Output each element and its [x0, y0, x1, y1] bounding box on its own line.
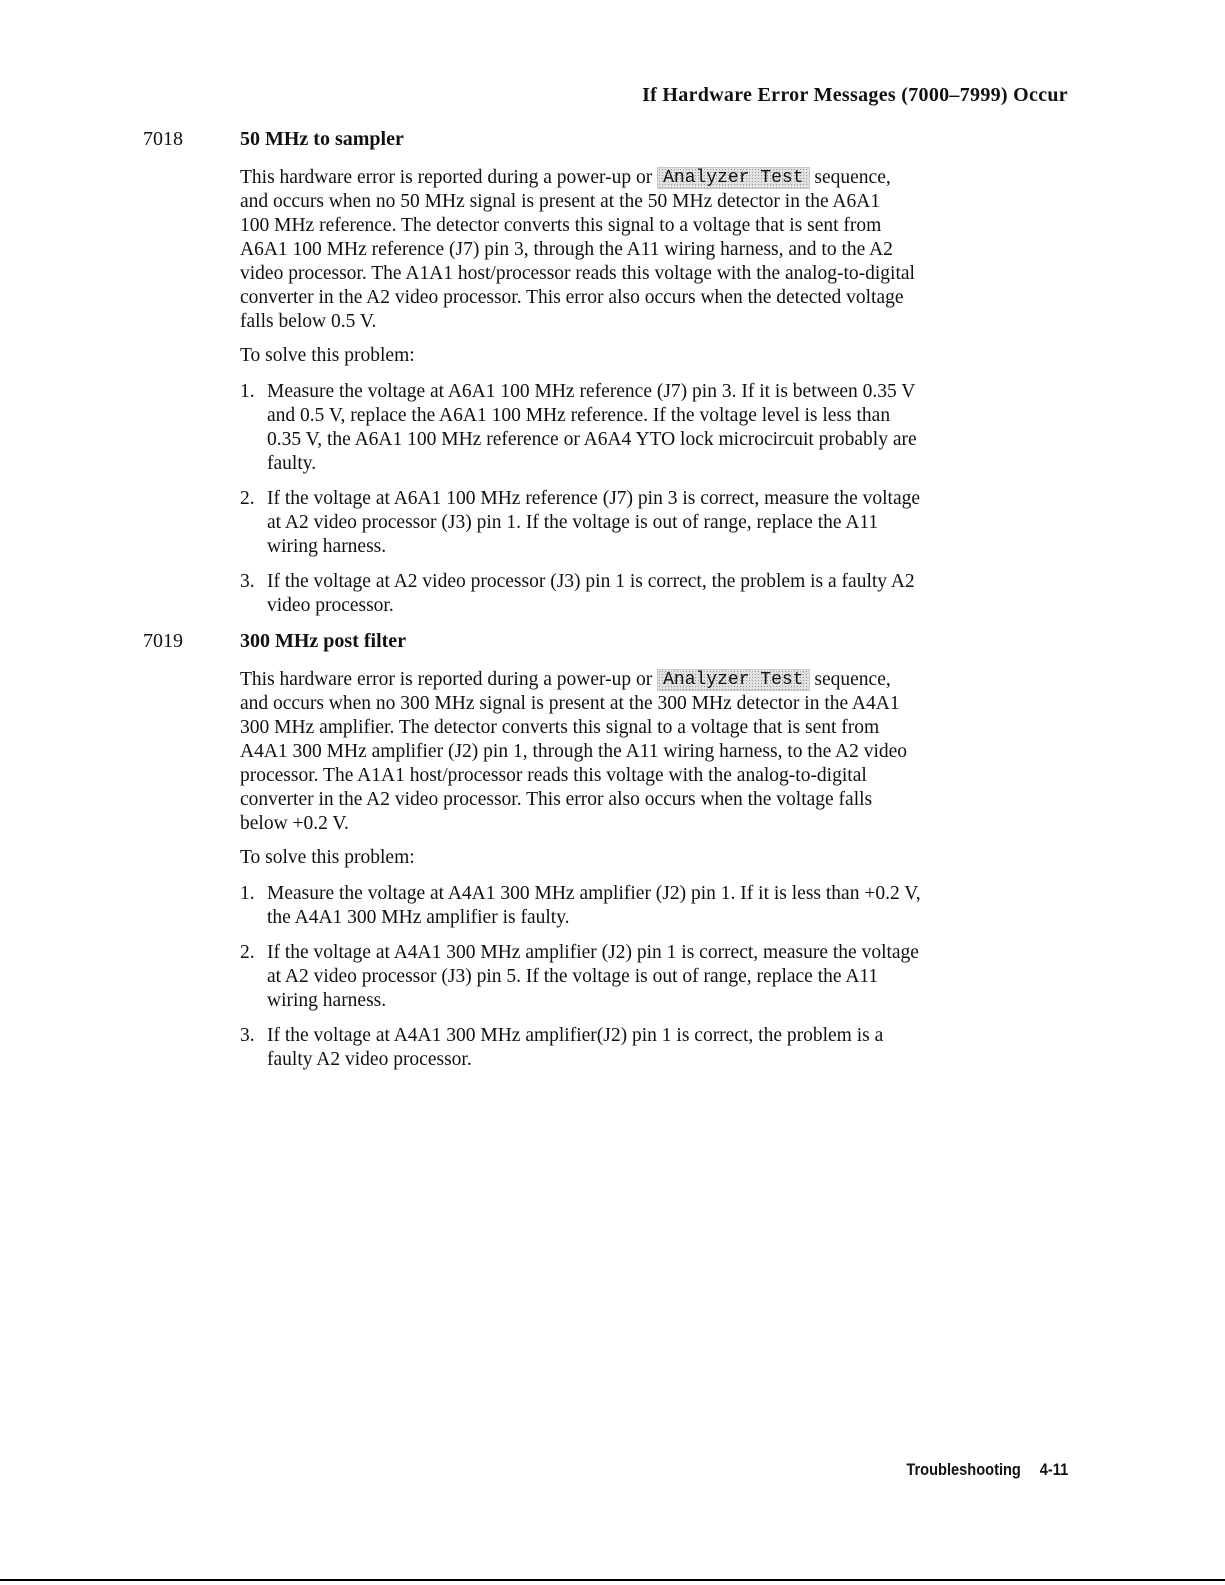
analyzer-test-softkey: Analyzer Test	[657, 669, 809, 691]
step-line: video processor.	[267, 595, 394, 616]
step-line: and 0.5 V, replace the A6A1 100 MHz reference. If the voltage level is less than	[267, 405, 891, 426]
footer-chapter: Troubleshooting	[906, 1460, 1021, 1479]
error-description-7019	[240, 668, 1065, 836]
solve-intro-text: To solve this problem:	[240, 345, 415, 366]
description-text: sequence,	[814, 167, 891, 188]
running-head: If Hardware Error Messages (7000–7999) Occur	[642, 84, 1068, 106]
page-footer	[906, 1460, 1068, 1480]
step-line: Measure the voltage at A6A1 100 MHz reference (J7) pin 3. If it is between 0.35 V	[267, 381, 916, 402]
step-line: at A2 video processor (J3) pin 5. If the voltage is out of range, replace the A11	[267, 966, 879, 987]
step-line: wiring harness.	[267, 536, 387, 557]
description-line: A6A1 100 MHz reference (J7) pin 3, through the A11 wiring harness, and to the A2	[240, 239, 893, 260]
error-title: 50 MHz to sampler	[240, 128, 404, 150]
step-line: wiring harness.	[267, 990, 387, 1011]
step-number: 2.	[240, 942, 255, 963]
step-number: 1.	[240, 883, 255, 904]
footer-page-number: 4-11	[1039, 1460, 1068, 1479]
solve-intro-text: To solve this problem:	[240, 847, 415, 868]
step-line: If the voltage at A6A1 100 MHz reference (J7) pin 3 is correct, measure the voltage	[267, 488, 921, 509]
description-first-line	[240, 166, 1065, 190]
description-line: 300 MHz amplifier. The detector converts this signal to a voltage that is sent from	[240, 717, 880, 738]
description-text: This hardware error is reported during a power-up or	[240, 669, 653, 690]
description-line: and occurs when no 300 MHz signal is present at the 300 MHz detector in the A4A1	[240, 693, 900, 714]
step-body	[267, 487, 920, 559]
step-line: faulty A2 video processor.	[267, 1049, 472, 1070]
step-body	[267, 882, 921, 930]
solve-intro	[240, 846, 1065, 870]
error-code: 7018	[143, 128, 183, 150]
description-line: converter in the A2 video processor. This error also occurs when the voltage falls	[240, 789, 873, 810]
step-number: 1.	[240, 381, 255, 402]
bottom-rule	[0, 1579, 1225, 1581]
step-line: 0.35 V, the A6A1 100 MHz reference or A6A4 YTO lock microcircuit probably are	[267, 429, 917, 450]
description-line: video processor. The A1A1 host/processor reads this voltage with the analog-to-digital	[240, 263, 915, 284]
step-number: 3.	[240, 571, 255, 592]
description-line: and occurs when no 50 MHz signal is present at the 50 MHz detector in the A6A1	[240, 191, 881, 212]
description-text: sequence,	[814, 669, 891, 690]
step-body	[267, 1024, 883, 1072]
step-line: at A2 video processor (J3) pin 1. If the voltage is out of range, replace the A11	[267, 512, 879, 533]
error-code: 7019	[143, 630, 183, 652]
step-number: 3.	[240, 1025, 255, 1046]
step-line: faulty.	[267, 453, 317, 474]
description-line: 100 MHz reference. The detector converts this signal to a voltage that is sent from	[240, 215, 882, 236]
error-title: 300 MHz post filter	[240, 630, 407, 652]
description-line: converter in the A2 video processor. This error also occurs when the detected voltage	[240, 287, 904, 308]
step-line: Measure the voltage at A4A1 300 MHz amplifier (J2) pin 1. If it is less than +0.2 V,	[267, 883, 921, 904]
step-line: If the voltage at A4A1 300 MHz amplifier (J2) pin 1 is correct, measure the voltage	[267, 942, 919, 963]
description-line: falls below 0.5 V.	[240, 311, 377, 332]
description-line: below +0.2 V.	[240, 813, 349, 834]
step-body	[267, 941, 919, 1013]
step-body	[267, 570, 915, 618]
step-line: If the voltage at A2 video processor (J3) pin 1 is correct, the problem is a faulty A2	[267, 571, 915, 592]
step-line: If the voltage at A4A1 300 MHz amplifier(J2) pin 1 is correct, the problem is a	[267, 1025, 884, 1046]
step-body	[267, 380, 917, 476]
step-number: 2.	[240, 488, 255, 509]
solve-intro	[240, 344, 1065, 368]
description-line: A4A1 300 MHz amplifier (J2) pin 1, through the A11 wiring harness, to the A2 video	[240, 741, 908, 762]
analyzer-test-softkey: Analyzer Test	[657, 167, 809, 189]
description-line: processor. The A1A1 host/processor reads this voltage with the analog-to-digital	[240, 765, 867, 786]
description-first-line	[240, 668, 1065, 692]
description-text: This hardware error is reported during a power-up or	[240, 167, 653, 188]
step-line: the A4A1 300 MHz amplifier is faulty.	[267, 907, 570, 928]
error-description-7018	[240, 166, 1065, 334]
